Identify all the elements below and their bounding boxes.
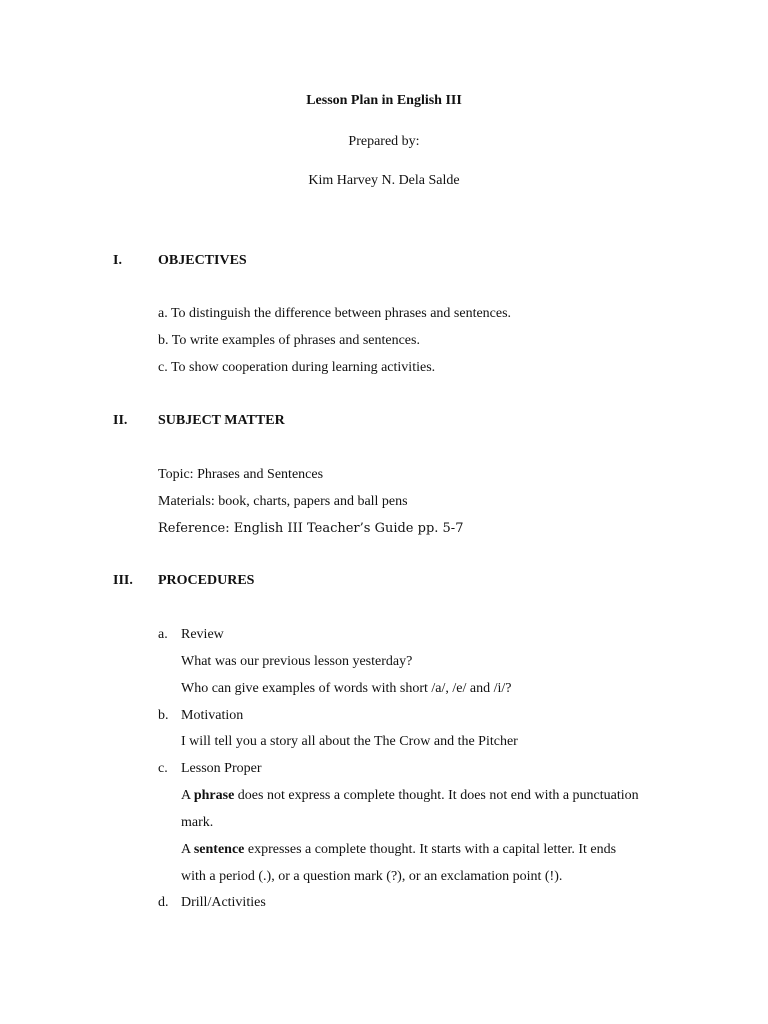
procedure-marker-motivation: b. [158,708,169,723]
section-heading-subject-matter: SUBJECT MATTER [158,413,285,428]
section-heading-objectives: OBJECTIVES [158,253,247,268]
procedure-marker-lesson-proper: c. [158,761,168,776]
phrase-lead: A [181,788,191,803]
prepared-by-label: Prepared by: [348,134,420,149]
objective-item: b. To write examples of phrases and sentences. [158,333,420,348]
phrase-definition-text: does not express a complete thought. It does not end with a punctuation [237,788,639,803]
review-question: What was our previous lesson yesterday? [181,654,413,669]
phrase-definition-line1 [181,788,678,804]
section-numeral-objectives: I. [113,253,122,268]
procedure-title-motivation: Motivation [181,708,244,723]
procedure-marker-review: a. [158,627,168,642]
phrase-term: phrase [193,788,235,803]
document-title: Lesson Plan in English III [306,93,462,108]
objective-item: a. To distinguish the difference between phrases and sentences. [158,306,512,321]
sentence-definition-text: expresses a complete thought. It starts with a capital letter. It ends [247,842,617,857]
section-numeral-procedures: III. [113,573,133,588]
procedure-marker-drill: d. [158,895,169,910]
sentence-definition-line1 [181,842,678,858]
section-heading-procedures: PROCEDURES [158,573,255,588]
subject-reference: Reference: English III Teacher’s Guide pp. 5-7 [158,521,464,536]
sentence-term: sentence [193,842,245,857]
subject-topic: Topic: Phrases and Sentences [158,467,324,482]
procedure-title-review: Review [181,627,224,642]
sentence-lead: A [181,842,191,857]
objective-item: c. To show cooperation during learning activities. [158,360,436,375]
subject-materials: Materials: book, charts, papers and ball pens [158,494,408,509]
sentence-definition-line2: with a period (.), or a question mark (?), or an exclamation point (!). [181,869,563,884]
procedure-title-drill: Drill/Activities [181,895,266,910]
section-numeral-subject-matter: II. [113,413,128,428]
phrase-definition-line2: mark. [181,815,214,830]
procedure-title-lesson-proper: Lesson Proper [181,761,262,776]
author-name: Kim Harvey N. Dela Salde [308,173,460,188]
review-question: Who can give examples of words with short /a/, /e/ and /i/? [181,681,512,696]
motivation-text: I will tell you a story all about the The Crow and the Pitcher [181,734,518,749]
